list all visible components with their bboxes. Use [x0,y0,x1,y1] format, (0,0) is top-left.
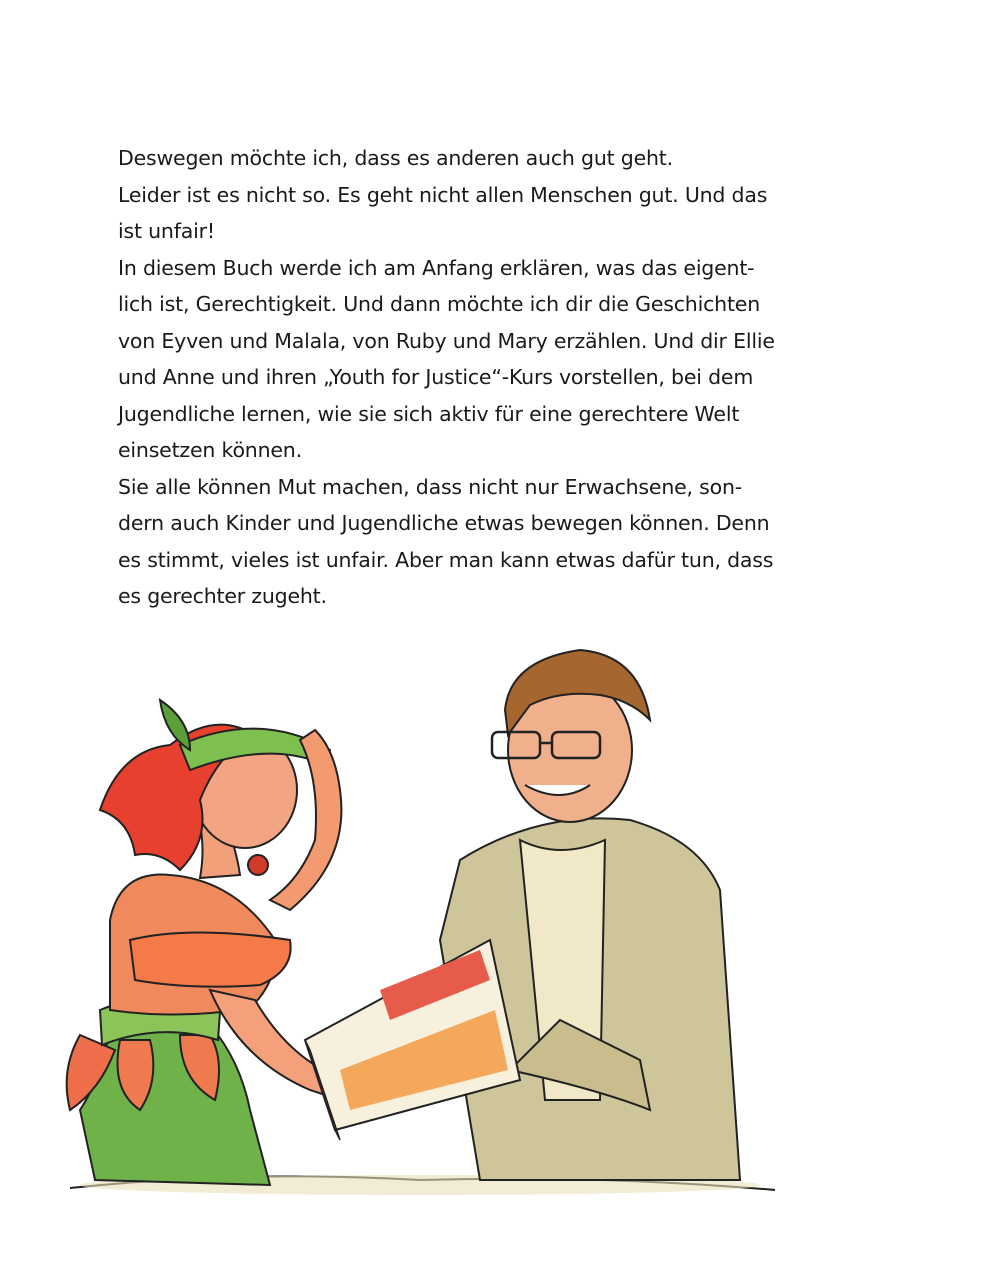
text-line: es stimmt, vieles ist unfair. Aber man kann etwas dafür tun, dass [118,547,774,572]
watercolor-illustration [40,640,800,1200]
text-line: und Anne und ihren „Youth for Justice“-Kurs vorstellen, bei dem [118,365,754,389]
orange-top [130,933,291,987]
text-line: Leider ist es nicht so. Es geht nicht allen Menschen gut. Und das [118,182,768,207]
text-line: ist unfair! [118,219,215,243]
text-line: von Eyven und Malala, von Ruby und Mary erzählen. Und dir Ellie [118,328,775,353]
text-line: Jugendliche lernen, wie sie sich aktiv für eine gerechtere Welt [118,401,740,426]
text-line: Sie alle können Mut machen, dass nicht nur Erwachsene, son- [118,474,742,499]
woman-figure [67,700,345,1185]
man-figure [440,650,740,1180]
text-line: lich ist, Gerechtigkeit. Und dann möchte ich dir die Geschichten [118,292,760,316]
text-line: es gerechter zugeht. [118,584,327,608]
text-line: einsetzen können. [118,438,302,462]
text-line: dern auch Kinder und Jugendliche etwas bewegen können. Denn [118,511,770,535]
text-line: In diesem Buch werde ich am Anfang erklären, was das eigent- [118,255,755,280]
body-text [118,140,798,615]
text-line: Deswegen möchte ich, dass es anderen auch gut geht. [118,146,673,170]
choker-pendant [248,855,268,875]
